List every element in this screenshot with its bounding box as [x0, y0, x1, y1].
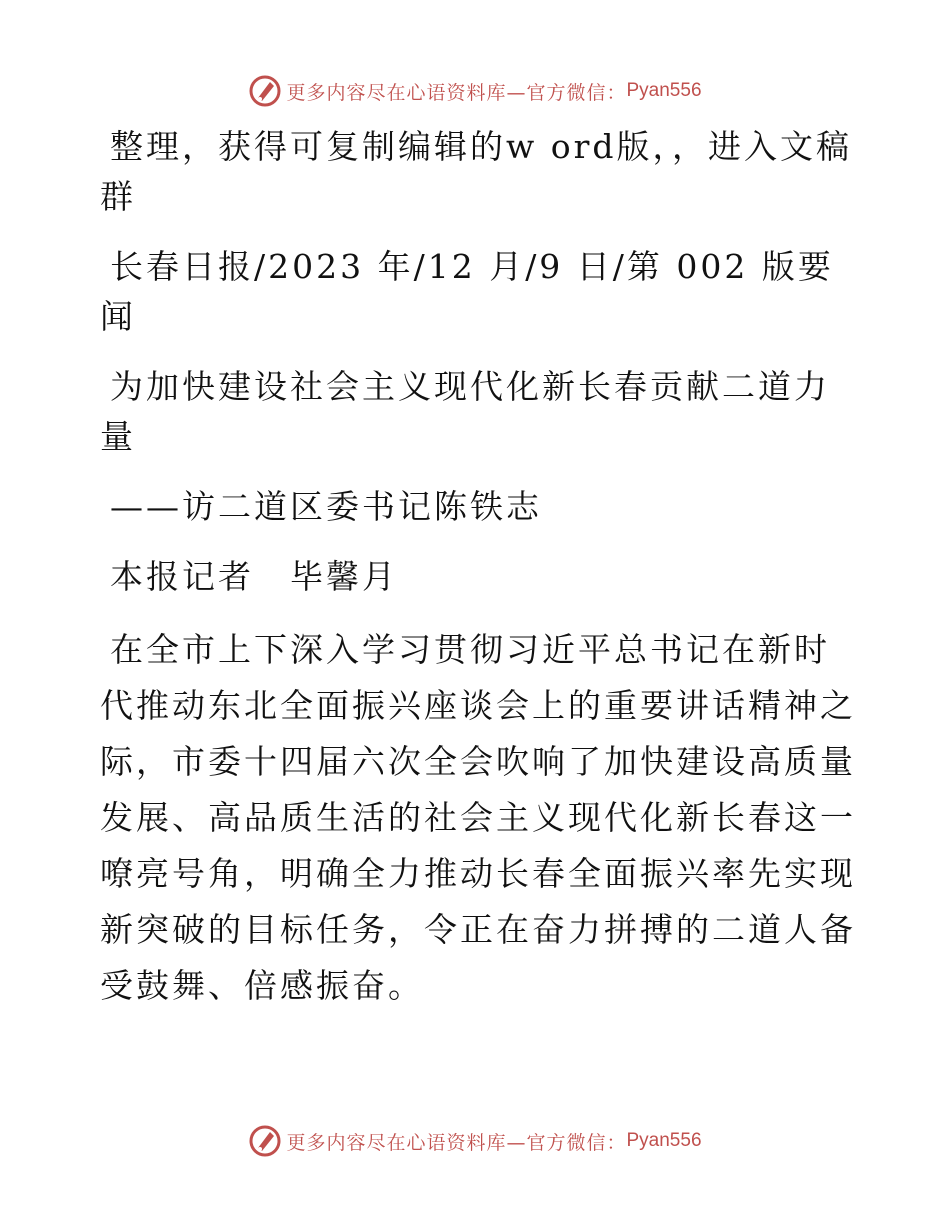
watermark-header — [0, 74, 950, 108]
brand-logo-icon — [248, 74, 282, 108]
body-paragraph: 在全市上下深入学习贯彻习近平总书记在新时代推动东北全面振兴座谈会上的重要讲话精神之际，市委十四届六次全会吹响了加快建设高质量发展、高品质生活的社会主义现代化新长春这一嘹亮号角，明确全力推动长春全面振兴率先实现新突破的目标任务，令正在奋力拼搏的二道人备受鼓舞、倍感振奋。 — [100, 630, 856, 1005]
watermark-text: 更多内容尽在心语资料库—官方微信： — [286, 1131, 627, 1154]
dateline: 长春日报/2023 年/12 月/9 日/第 002 版要闻 — [100, 247, 834, 336]
intro-line: 整理，获得可复制编辑的w ord版，，进入文稿群 — [100, 127, 853, 216]
document-body — [100, 122, 860, 1014]
watermark-wechat-id: Pyan556 — [626, 80, 702, 101]
watermark-footer — [0, 1124, 950, 1158]
watermark-text: 更多内容尽在心语资料库—官方微信： — [286, 81, 627, 104]
byline: 本报记者 毕馨月 — [110, 557, 398, 596]
subheadline: ——访二道区委书记陈铁志 — [110, 487, 542, 526]
watermark-wechat-id: Pyan556 — [626, 1130, 702, 1151]
brand-logo-icon — [248, 1124, 282, 1158]
headline: 为加快建设社会主义现代化新长春贡献二道力量 — [100, 367, 830, 456]
